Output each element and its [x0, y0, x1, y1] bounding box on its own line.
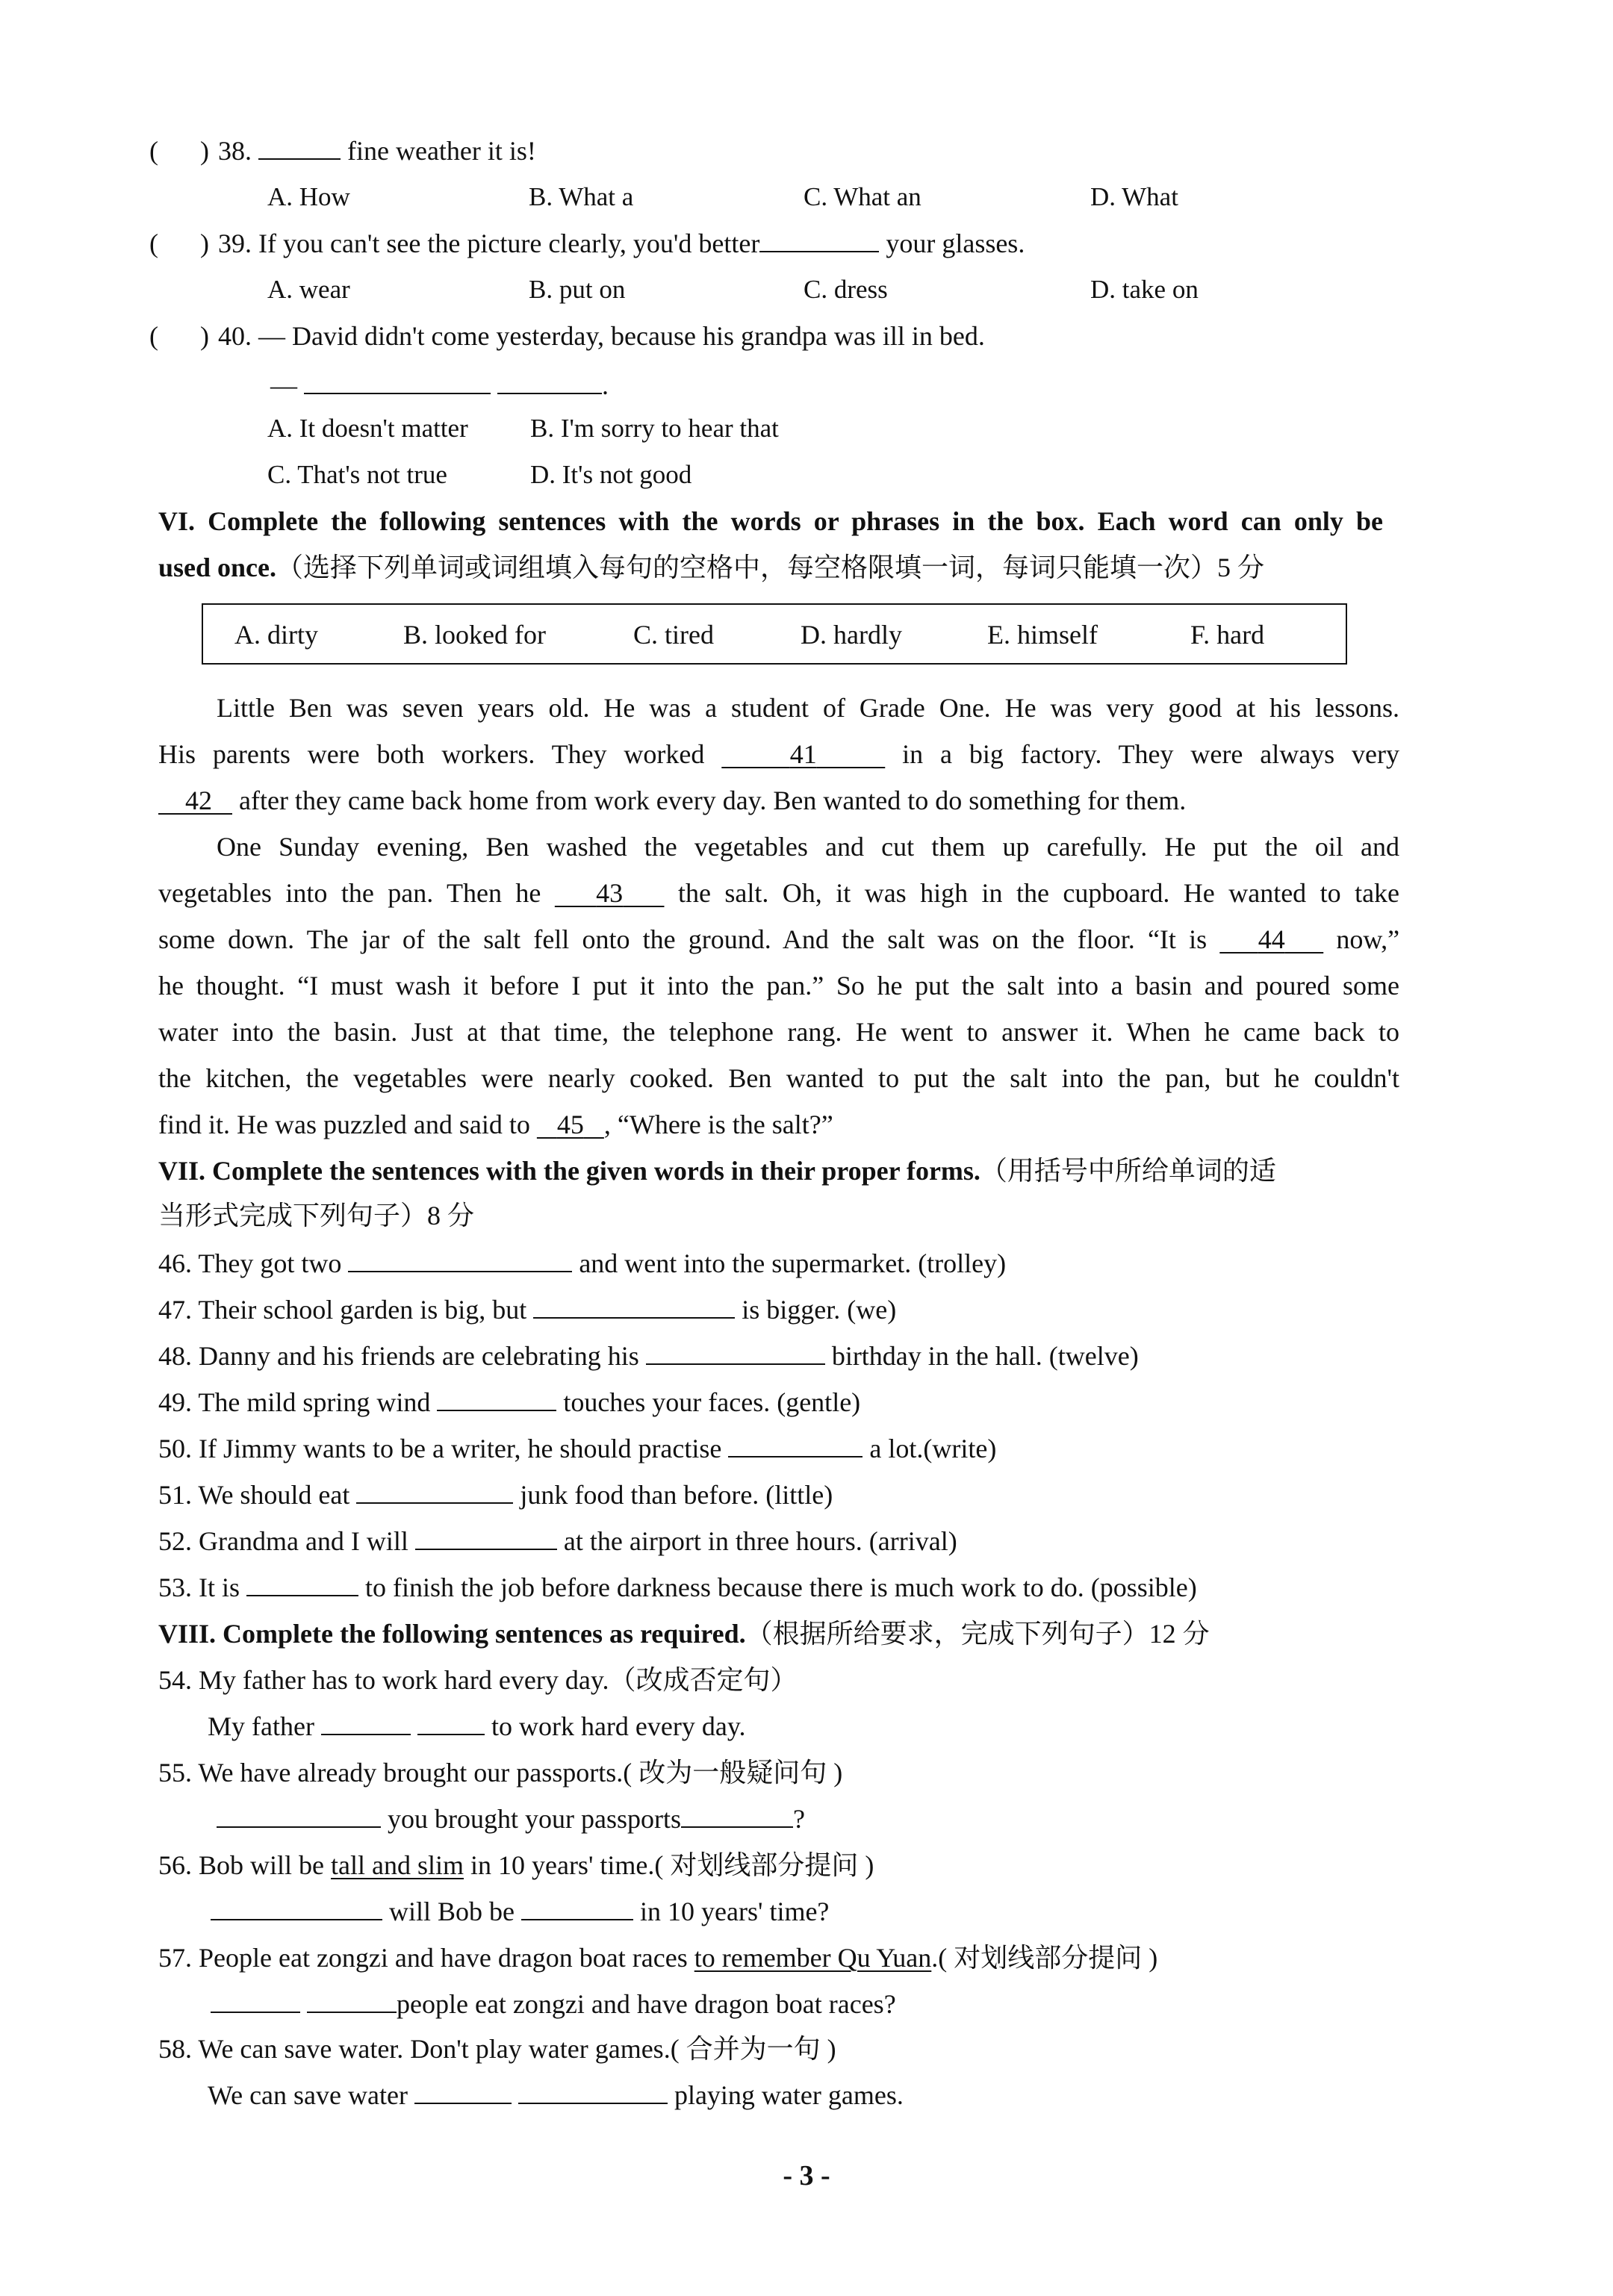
- option-c: C. dress: [804, 275, 888, 304]
- blank-number: 43: [596, 878, 624, 908]
- question-text: 52. Grandma and I will: [158, 1526, 408, 1556]
- question-text: 48. Danny and his friends are celebrating his: [158, 1341, 639, 1371]
- question-text: is bigger. (we): [742, 1295, 897, 1325]
- section-7-heading: [158, 1154, 1276, 1187]
- passage-line: [158, 1108, 833, 1141]
- question-text: 56. Bob will be: [158, 1850, 331, 1880]
- passage-text: find it. He was puzzled and said to: [158, 1110, 530, 1139]
- answer-blank[interactable]: [211, 1989, 300, 2013]
- page-number: - 3 -: [783, 2160, 830, 2191]
- question-text: 50. If Jimmy wants to be a writer, he should practise: [158, 1434, 722, 1463]
- answer-blank[interactable]: [728, 1434, 863, 1457]
- question-52: [158, 1525, 957, 1558]
- question-text: 39. If you can't see the picture clearly, you'd better: [218, 228, 760, 258]
- section-7-instruction: VII. Complete the sentences with the given words in their proper forms.: [158, 1156, 980, 1186]
- answer-text: will Bob be: [389, 1897, 515, 1926]
- answer-blank[interactable]: [258, 136, 341, 160]
- option-d: D. What: [1090, 182, 1178, 211]
- word-option-e: E. himself: [987, 620, 1098, 650]
- passage-line: [158, 784, 1186, 817]
- passage-text: His parents were both workers. They worked: [158, 739, 705, 769]
- answer-blank[interactable]: [307, 1989, 397, 2013]
- question-instruction: ( 合并为一句 ): [670, 2034, 836, 2064]
- blank-number: 41: [789, 739, 817, 769]
- blank-45[interactable]: [537, 1110, 604, 1139]
- question-46: [158, 1247, 1006, 1280]
- option-a: A. wear: [267, 275, 350, 304]
- question-50: [158, 1432, 996, 1465]
- answer-blank[interactable]: [518, 2080, 668, 2104]
- answer-blank[interactable]: [246, 1572, 358, 1596]
- underlined-part: to remember Qu Yuan: [694, 1943, 932, 1973]
- answer-blank[interactable]: [533, 1295, 735, 1319]
- question-57: [158, 1941, 1157, 1974]
- question-instruction: ( 对划线部分提问 ): [654, 1850, 874, 1880]
- question-text: birthday in the hall. (twelve): [831, 1341, 1139, 1371]
- option-b: B. put on: [529, 275, 626, 304]
- question-58: [158, 2032, 836, 2065]
- answer-blank[interactable]: [437, 1387, 556, 1411]
- question-text: 47. Their school garden is big, but: [158, 1295, 527, 1325]
- answer-blank[interactable]: [211, 1897, 382, 1920]
- question-51: [158, 1478, 833, 1511]
- answer-text: ?: [792, 1804, 805, 1834]
- passage-text: after they came back home from work every day. Ben wanted to do something for them.: [239, 785, 1187, 815]
- question-text: and went into the supermarket. (trolley): [579, 1248, 1007, 1278]
- answer-bracket-close: ): [200, 321, 209, 351]
- question-instruction: ( 改为一般疑问句 ): [623, 1758, 843, 1788]
- word-option-a: A. dirty: [234, 620, 318, 650]
- answer-blank[interactable]: [321, 1711, 411, 1735]
- passage-line: he thought. “I must wash it before I put it into the pan.” So he put the salt into a basin and poured some: [158, 971, 1399, 1001]
- word-box: [202, 603, 1347, 665]
- passage-text: , “Where is the salt?”: [603, 1110, 833, 1139]
- question-instruction: ( 对划线部分提问 ): [938, 1943, 1158, 1973]
- question-text: 55. We have already brought our passports.: [158, 1758, 624, 1788]
- question-text: 46. They got two: [158, 1248, 342, 1278]
- section-7-instruction-cn: （用括号中所给单词的适: [980, 1156, 1276, 1186]
- passage-line: water into the basin. Just at that time, the telephone rang. He went to answer it. When he came back to: [158, 1017, 1399, 1047]
- blank-number: 44: [1258, 924, 1285, 954]
- blank-41[interactable]: [721, 739, 885, 769]
- question-text: .: [931, 1943, 939, 1973]
- section-6-instruction: used once.: [158, 553, 277, 582]
- passage-line: Little Ben was seven years old. He was a student of Grade One. He was very good at his lessons.: [217, 693, 1399, 723]
- question-text: 53. It is: [158, 1572, 240, 1602]
- option-b: B. What a: [529, 182, 634, 211]
- word-option-d: D. hardly: [801, 620, 902, 650]
- answer-blank[interactable]: [417, 1711, 485, 1735]
- answer-blank[interactable]: [217, 1804, 381, 1828]
- answer-text: We can save water: [208, 2080, 408, 2110]
- passage-text: vegetables into the pan. Then he: [158, 878, 541, 908]
- option-a: A. How: [267, 182, 350, 211]
- blank-44[interactable]: [1219, 924, 1323, 954]
- option-c: C. That's not true: [267, 460, 447, 489]
- section-8-heading: [158, 1617, 1210, 1650]
- answer-text: playing water games.: [674, 2080, 904, 2110]
- option-b: B. I'm sorry to hear that: [530, 414, 779, 443]
- question-text: 51. We should eat: [158, 1480, 350, 1510]
- answer-blank[interactable]: [415, 1526, 557, 1550]
- passage-text: some down. The jar of the salt fell onto the ground. And the salt was on the floor. “It is: [158, 924, 1208, 954]
- answer-bracket-close: ): [200, 228, 209, 258]
- question-text: touches your faces. (gentle): [563, 1387, 861, 1417]
- answer-blank[interactable]: [681, 1804, 793, 1828]
- passage-line: [158, 877, 1399, 909]
- answer-55: [217, 1802, 805, 1835]
- reply-end: .: [602, 370, 609, 400]
- answer-57: [211, 1988, 896, 2020]
- option-d: D. take on: [1090, 275, 1199, 304]
- question-38: [218, 134, 536, 167]
- answer-blank[interactable]: [759, 228, 879, 252]
- question-39: [218, 227, 1025, 260]
- answer-blank[interactable]: [348, 1248, 572, 1272]
- answer-56: [211, 1895, 829, 1928]
- passage-text: now,”: [1336, 924, 1400, 954]
- answer-blank[interactable]: [646, 1341, 825, 1365]
- answer-58: [208, 2079, 904, 2112]
- question-text: 54. My father has to work hard every day.: [158, 1665, 609, 1695]
- blank-42[interactable]: [158, 785, 232, 815]
- reply-line: [270, 369, 609, 402]
- answer-text: you brought your passports: [388, 1804, 681, 1834]
- passage-line: the kitchen, the vegetables were nearly cooked. Ben wanted to put the salt into the pan, but he couldn't: [158, 1063, 1399, 1093]
- answer-bracket-open: (: [149, 228, 158, 258]
- answer-bracket-open: (: [149, 136, 158, 166]
- question-48: [158, 1340, 1139, 1372]
- option-d: D. It's not good: [530, 460, 692, 489]
- reply-dash: —: [270, 370, 297, 400]
- question-56: [158, 1849, 874, 1882]
- question-number: 38.: [218, 136, 252, 166]
- answer-blank[interactable]: [304, 370, 491, 394]
- word-option-c: C. tired: [633, 620, 714, 650]
- question-47: [158, 1293, 896, 1326]
- answer-blank[interactable]: [497, 370, 602, 394]
- question-text: fine weather it is!: [341, 136, 536, 166]
- passage-line: [158, 738, 1399, 771]
- answer-text: in 10 years' time?: [640, 1897, 830, 1926]
- question-instruction: （改成否定句）: [609, 1665, 798, 1695]
- answer-54: [208, 1710, 746, 1743]
- question-53: [158, 1571, 1197, 1604]
- blank-43[interactable]: [555, 878, 665, 908]
- passage-text: in a big factory. They were always very: [902, 739, 1400, 769]
- answer-bracket-open: (: [149, 321, 158, 351]
- section-8-instruction-cn: （根据所给要求，完成下列句子）12 分: [745, 1619, 1210, 1649]
- option-c: C. What an: [804, 182, 922, 211]
- section-6-heading-line2: [158, 551, 1264, 584]
- blank-number: 42: [185, 785, 212, 815]
- question-text: your glasses.: [879, 228, 1025, 258]
- underlined-part: tall and slim: [331, 1850, 464, 1880]
- question-text: a lot.(write): [869, 1434, 997, 1463]
- question-text: junk food than before. (little): [520, 1480, 833, 1510]
- question-text: in 10 years' time.: [463, 1850, 655, 1880]
- answer-bracket-close: ): [200, 136, 209, 166]
- section-6-heading: VI. Complete the following sentences with the words or phrases in the box. Each word can only be: [158, 506, 1383, 536]
- answer-blank[interactable]: [521, 1897, 633, 1920]
- section-6-instruction-cn: （选择下列单词或词组填入每句的空格中，每空格限填一词，每词只能填一次）5 分: [276, 553, 1265, 582]
- question-text: 57. People eat zongzi and have dragon boat races: [158, 1943, 694, 1973]
- question-40: 40. — David didn't come yesterday, because his grandpa was ill in bed.: [218, 321, 985, 351]
- question-text: at the airport in three hours. (arrival): [563, 1526, 957, 1556]
- passage-line: One Sunday evening, Ben washed the vegetables and cut them up carefully. He put the oil and: [217, 832, 1399, 862]
- passage-line: [158, 923, 1399, 956]
- answer-text: to work hard every day.: [491, 1711, 746, 1741]
- blank-number: 45: [556, 1110, 584, 1139]
- answer-blank[interactable]: [356, 1480, 513, 1504]
- answer-text: My father: [208, 1711, 314, 1741]
- section-8-instruction: VIII. Complete the following sentences as required.: [158, 1619, 746, 1649]
- word-option-b: B. looked for: [403, 620, 546, 650]
- word-option-f: F. hard: [1190, 620, 1265, 650]
- passage-text: the salt. Oh, it was high in the cupboard. He wanted to take: [677, 878, 1400, 908]
- section-7-heading-line2: 当形式完成下列句子）8 分: [158, 1201, 475, 1231]
- question-text: 58. We can save water. Don't play water games.: [158, 2034, 671, 2064]
- answer-blank[interactable]: [414, 2080, 512, 2104]
- question-text: 49. The mild spring wind: [158, 1387, 431, 1417]
- question-54: [158, 1664, 798, 1696]
- question-text: to finish the job before darkness because there is much work to do. (possible): [365, 1572, 1197, 1602]
- question-49: [158, 1386, 860, 1419]
- answer-text: people eat zongzi and have dragon boat races?: [397, 1989, 896, 2019]
- question-55: [158, 1756, 842, 1789]
- option-a: A. It doesn't matter: [267, 414, 468, 443]
